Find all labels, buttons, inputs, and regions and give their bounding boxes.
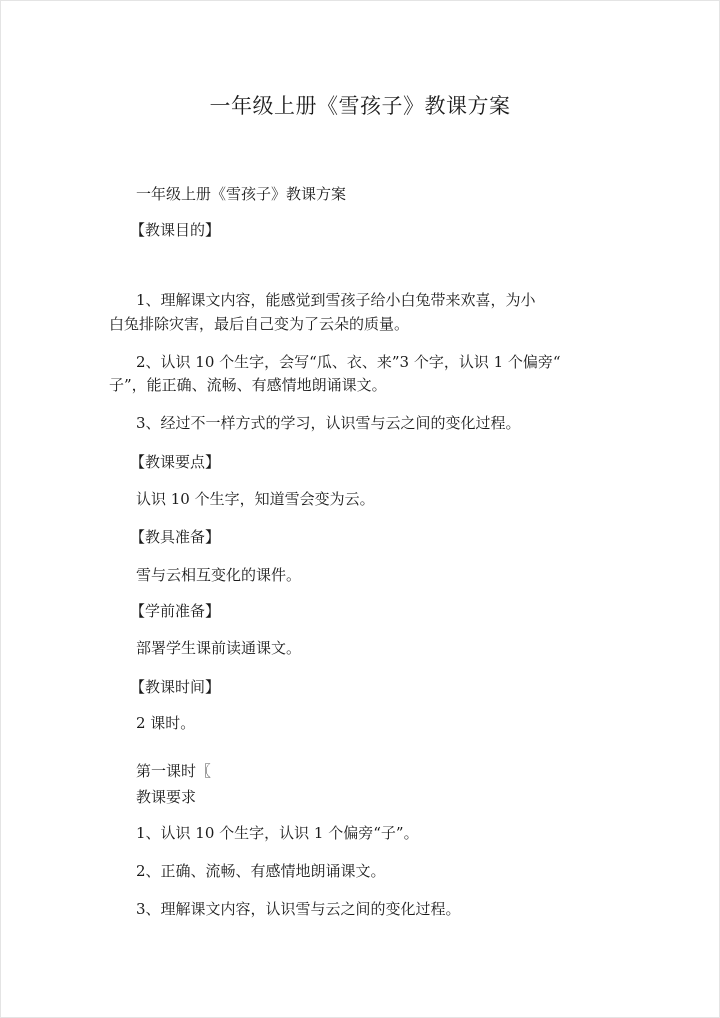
time-heading: 【教课时间】	[130, 678, 221, 696]
subtitle: 一年级上册《雪孩子》教课方案	[136, 185, 347, 203]
time-text: 2 课时。	[136, 714, 196, 732]
goal-3: 3、经过不一样方式的学习，认识雪与云之间的变化过程。	[136, 414, 521, 432]
goal-1-line2: 白兔排除灾害，最后自己变为了云朵的质量。	[109, 315, 410, 333]
tools-text: 雪与云相互变化的课件。	[136, 566, 302, 584]
requirements-heading: 教课要求	[136, 788, 197, 806]
key-points-text: 认识 10 个生字，知道雪会变为云。	[136, 490, 375, 508]
goal-2-line2: 子”，能正确、流畅、有感情地朗诵课文。	[109, 376, 387, 394]
document-title: 一年级上册《雪孩子》教课方案	[209, 94, 511, 118]
requirement-1: 1、认识 10 个生字，认识 1 个偏旁“子”。	[136, 824, 419, 842]
key-points-heading: 【教课要点】	[130, 453, 221, 471]
lesson-1-heading: 第一课时〖	[136, 762, 212, 780]
goal-2-line1: 2、认识 10 个生字，会写“瓜、衣、来”3 个字，认识 1 个偏旁“	[136, 353, 561, 371]
goals-heading: 【教课目的】	[130, 221, 221, 239]
goal-1-line1: 1、理解课文内容，能感觉到雪孩子给小白兔带来欢喜，为小	[136, 291, 536, 309]
prep-heading: 【学前准备】	[130, 602, 221, 620]
requirement-3: 3、理解课文内容，认识雪与云之间的变化过程。	[136, 900, 461, 918]
tools-heading: 【教具准备】	[130, 528, 221, 546]
prep-text: 部署学生课前读通课文。	[136, 639, 302, 657]
requirement-2: 2、正确、流畅、有感情地朗诵课文。	[136, 862, 386, 880]
